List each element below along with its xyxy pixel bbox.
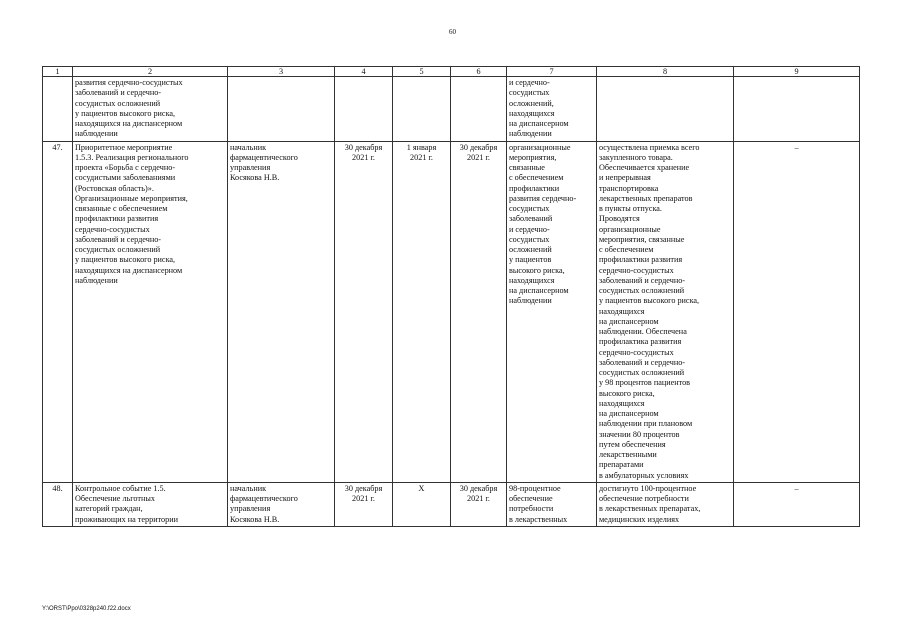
cell-responsible: начальник фармацевтического управления Косякова Н.В. xyxy=(228,482,335,526)
cell-col7: и сердечно- сосудистых осложнений, находящихся на диспансерном наблюдении xyxy=(507,77,597,142)
cell-col4: 30 декабря 2021 г. xyxy=(335,141,393,482)
cell-col5 xyxy=(393,77,451,142)
header-col-1: 1 xyxy=(43,67,73,77)
header-col-4: 4 xyxy=(335,67,393,77)
header-col-5: 5 xyxy=(393,67,451,77)
cell-col6 xyxy=(451,77,507,142)
cell-number: 47. xyxy=(43,141,73,482)
cell-col9 xyxy=(734,77,860,142)
cell-name: Приоритетное мероприятие 1.5.3. Реализация регионального проекта «Борьба с сердечно- сосудистыми заболеваниями (Ростовская область)». Организационные мероприятия, связанные с обеспечением профилактики развития сердечно-сосудистых заболеваний и сердечно- сосудистых осложнений у пациентов высокого риска, находящихся на диспансерном наблюдении xyxy=(73,141,228,482)
cell-responsible: начальник фармацевтического управления Косякова Н.В. xyxy=(228,141,335,482)
cell-name: развития сердечно-сосудистых заболеваний и сердечно- сосудистых осложнений у пациентов высокого риска, находящихся на диспансерном наблюдении xyxy=(73,77,228,142)
table-row-47 xyxy=(43,141,860,482)
cell-col7: организационные мероприятия, связанные с обеспечением профилактики развития сердечно- сосудистых заболеваний и сердечно- сосудистых осложнений у пациентов высокого риска, находящихся на диспансерном наблюдении xyxy=(507,141,597,482)
table-row-48 xyxy=(43,482,860,526)
cell-col6: 30 декабря 2021 г. xyxy=(451,482,507,526)
header-col-6: 6 xyxy=(451,67,507,77)
header-col-7: 7 xyxy=(507,67,597,77)
header-col-2: 2 xyxy=(73,67,228,77)
cell-col4 xyxy=(335,77,393,142)
header-col-3: 3 xyxy=(228,67,335,77)
cell-col8: осуществлена приемка всего закупленного товара. Обеспечивается хранение и непрерывная транспортировка лекарственных препаратов в пункты отпуска. Проводятся организационные мероприятия, связанные с обеспечением профилактики развития сердечно-сосудистых заболеваний и сердечно- сосудистых осложнений у пациентов высокого риска, находящихся на диспансерном наблюдении. Обеспечена профилактика развития сердечно-сосудистых заболеваний и сердечно- сосудистых осложнений у 98 процентов пациентов высокого риска, находящихся на диспансерном наблюдении при плановом значении 80 процентов путем обеспечения лекарственными препаратами в амбулаторных условиях xyxy=(597,141,734,482)
cell-col6: 30 декабря 2021 г. xyxy=(451,141,507,482)
report-table xyxy=(42,66,860,527)
cell-responsible xyxy=(228,77,335,142)
cell-number: 48. xyxy=(43,482,73,526)
cell-col8 xyxy=(597,77,734,142)
table-row-continued xyxy=(43,77,860,142)
cell-number xyxy=(43,77,73,142)
cell-col4: 30 декабря 2021 г. xyxy=(335,482,393,526)
header-col-9: 9 xyxy=(734,67,860,77)
header-row xyxy=(43,67,860,77)
cell-name: Контрольное событие 1.5. Обеспечение льготных категорий граждан, проживающих на территории xyxy=(73,482,228,526)
footer-file-path: Y:\ORST\Ppo\0328p240.f22.docx xyxy=(42,606,131,612)
cell-col8: достигнуто 100-процентное обеспечение потребности в лекарственных препаратах, медицинских изделиях xyxy=(597,482,734,526)
cell-col7: 98-процентное обеспечение потребности в лекарственных xyxy=(507,482,597,526)
cell-col9: – xyxy=(734,482,860,526)
cell-col5: 1 января 2021 г. xyxy=(393,141,451,482)
cell-col9: – xyxy=(734,141,860,482)
cell-col5: Х xyxy=(393,482,451,526)
page-number: 60 xyxy=(449,28,456,36)
header-col-8: 8 xyxy=(597,67,734,77)
